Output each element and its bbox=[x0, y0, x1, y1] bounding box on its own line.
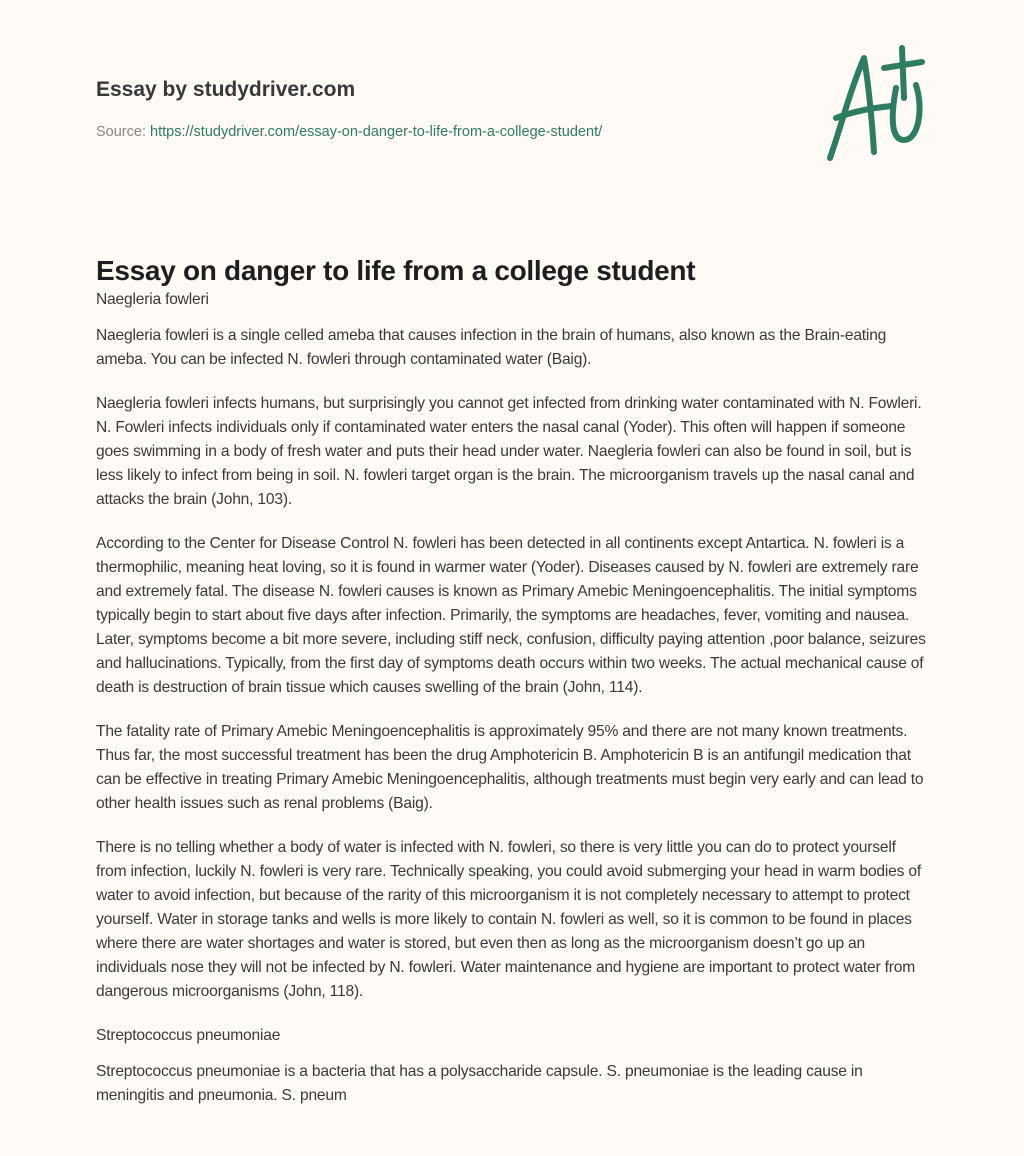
paragraph: Naegleria fowleri is a single celled ameba that causes infection in the brain of humans, also known as the Brain-eating ameba. You can be infected N. fowleri through contaminated water (Baig). bbox=[96, 327, 887, 368]
section-heading: Naegleria fowleri bbox=[96, 291, 209, 308]
essay-body bbox=[96, 288, 930, 1128]
paragraph: Naegleria fowleri infects humans, but surprisingly you cannot get infected from drinking water contaminated with N. Fowleri. N. Fowleri infects individuals only if contaminated water enters the nasal canal (Yoder). This often will happen if someone goes swimming in a body of fresh water and puts their head under water. Naegleria fowleri can also be found in soil, but is less likely to infect from being in soil. N. fowleri target organ is the brain. The microorganism travels up the nasal canal and attacks the brain (John, 103). bbox=[96, 395, 922, 508]
paragraph: The fatality rate of Primary Amebic Meningoencephalitis is approximately 95% and there are not many known treatments. Thus far, the most successful treatment has been the drug Amphotericin B. Amphotericin B is an antifungil medication that can be effective in treating Primary Amebic Meningoencephalitis, although treatments must begin very early and can lead to other health issues such as renal problems (Baig). bbox=[96, 723, 924, 812]
paragraph: According to the Center for Disease Control N. fowleri has been detected in all continents except Antartica. N. fowleri is a thermophilic, meaning heat loving, so it is found in warmer water (Yoder). Diseases caused by N. fowleri are extremely rare and extremely fatal. The disease N. fowleri causes is known as Primary Amebic Meningoencephalitis. The initial symptoms typically begin to start about five days after infection. Primarily, the symptoms are headaches, fever, vomiting and nausea. Later, symptoms become a bit more severe, including stiff neck, confusion, difficulty paying attention ,poor balance, seizures and hallucinations. Typically, from the first day of symptoms death occurs within two weeks. The actual mechanical cause of death is destruction of brain tissue which causes swelling of the brain (John, 114). bbox=[96, 535, 926, 696]
a-plus-logo-icon bbox=[822, 40, 932, 165]
brand-title: Essay by studydriver.com bbox=[96, 78, 356, 101]
source-line bbox=[96, 124, 602, 140]
source-link[interactable]: https://studydriver.com/essay-on-danger-to-life-from-a-college-student/ bbox=[150, 124, 603, 140]
essay-title: Essay on danger to life from a college student bbox=[96, 255, 696, 286]
section-heading: Streptococcus pneumoniae bbox=[96, 1027, 281, 1044]
paragraph: There is no telling whether a body of water is infected with N. fowleri, so there is very little you can do to protect yourself from infection, luckily N. fowleri is very rare. Technically speaking, you could avoid submerging your head in warm bodies of water to avoid infection, but because of the rarity of this microorganism it is not completely necessary to attempt to protect yourself. Water in storage tanks and wells is more likely to contain N. fowleri as well, so it is common to be found in places where there are water shortages and water is stored, but even then as long as the microorganism doesn’t go up an individuals nose they will not be infected by N. fowleri. Water maintenance and hygiene are important to protect water from dangerous microorganisms (John, 118). bbox=[96, 839, 921, 1000]
paragraph: Streptococcus pneumoniae is a bacteria that has a polysaccharide capsule. S. pneumoniae is the leading cause in meningitis and pneumonia. S. pneum bbox=[96, 1063, 863, 1104]
source-label: Source: bbox=[96, 124, 146, 140]
